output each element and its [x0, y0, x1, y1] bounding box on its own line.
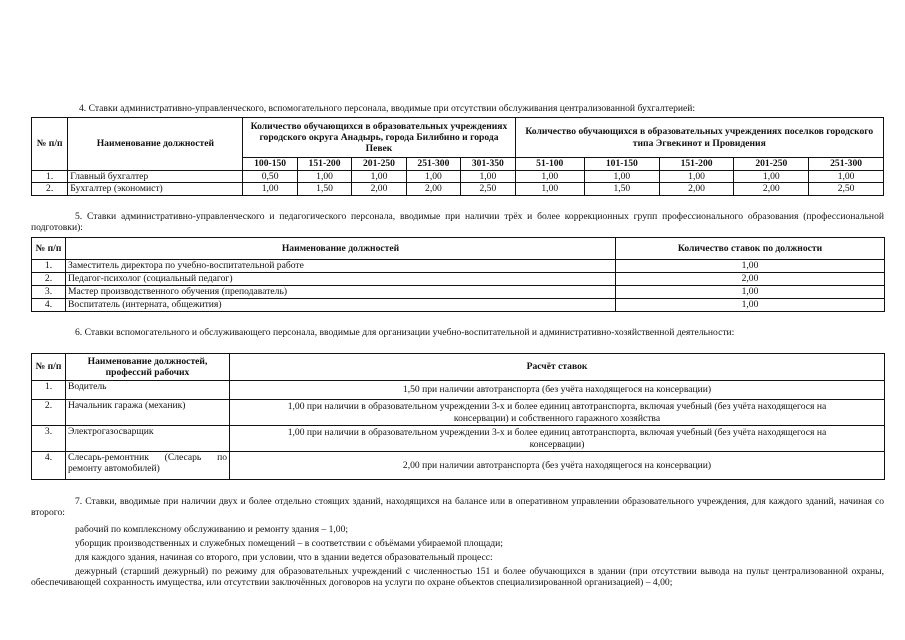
- row-name: Заместитель директора по учебно-воспитательной работе: [66, 260, 616, 273]
- table-row: [32, 426, 885, 452]
- row-value: 1,00: [515, 171, 584, 183]
- row-calc: 2,00 при наличии автотранспорта (без учёта находящегося на консервации): [230, 452, 885, 480]
- section-4-table: [31, 117, 884, 196]
- row-name: Водитель: [66, 381, 230, 400]
- row-calc: 1,00 при наличии в образовательном учреждении 3-х и более единиц автотранспорта, включая учебный (без учёта находящегося на консервации): [230, 426, 885, 452]
- row-value: 1,00: [352, 171, 406, 183]
- row-num: 4.: [32, 299, 66, 312]
- table-row: [32, 299, 885, 312]
- row-value: 1,00: [515, 183, 584, 195]
- s4-col-num: № п/п: [32, 118, 68, 171]
- row-name: Слесарь-ремонтник (Слесарь по ремонту автомобилей): [66, 452, 230, 480]
- table-row: [32, 452, 885, 480]
- s4-range: 301-350: [461, 158, 515, 171]
- row-name: Мастер производственного обучения (преподаватель): [66, 286, 616, 299]
- s4-group1-title: Количество обучающихся в образовательных учреждениях городского округа Анадырь, города Билибино и города Певек: [243, 118, 515, 158]
- s5-col-qty: Количество ставок по должности: [616, 238, 885, 260]
- s6-col-name: Наименование должностей, профессий рабочих: [66, 354, 230, 381]
- row-value: 1,00: [461, 171, 515, 183]
- section-7-line-1: рабочий по комплексному обслуживанию и ремонту здания – 1,00;: [75, 524, 349, 535]
- row-value: 1,00: [243, 183, 297, 195]
- table-row: [32, 286, 885, 299]
- row-qty: 1,00: [616, 299, 885, 312]
- row-value: 0,50: [243, 171, 297, 183]
- s4-range: 151-200: [297, 158, 351, 171]
- table-row: [32, 400, 885, 426]
- table-row: [32, 260, 885, 273]
- row-value: 2,50: [461, 183, 515, 195]
- table-row: [32, 273, 885, 286]
- row-num: 1.: [32, 260, 66, 273]
- table-row: [32, 171, 884, 183]
- section-5-table: [31, 237, 885, 312]
- section-7-heading: 7. Ставки, вводимые при наличии двух и более отдельно стоящих зданий, находящихся на балансе или в оперативном управлении образовательного учреждения, для каждого зданий, начиная со второго:: [31, 496, 884, 519]
- s5-col-name: Наименование должностей: [66, 238, 616, 260]
- s4-range: 101-150: [584, 158, 659, 171]
- row-value: 1,50: [297, 183, 351, 195]
- row-name: Педагог-психолог (социальный педагог): [66, 273, 616, 286]
- table-row: [32, 183, 884, 195]
- row-value: 2,50: [809, 183, 884, 195]
- s4-range: 201-250: [734, 158, 809, 171]
- row-num: 3.: [32, 426, 66, 452]
- row-qty: 2,00: [616, 273, 885, 286]
- row-calc: 1,00 при наличии в образовательном учреждении 3-х и более единиц автотранспорта, включая учебный (без учёта находящегося на консервации) и собственного гаражного хозяйства: [230, 400, 885, 426]
- s4-range: 201-250: [352, 158, 406, 171]
- row-value: 1,50: [584, 183, 659, 195]
- row-name: Электрогазосварщик: [66, 426, 230, 452]
- row-qty: 1,00: [616, 260, 885, 273]
- row-value: 1,00: [406, 171, 460, 183]
- row-num: 2.: [32, 273, 66, 286]
- s4-col-name: Наименование должностей: [68, 118, 243, 171]
- row-value: 1,00: [809, 171, 884, 183]
- row-name: Воспитатель (интерната, общежития): [66, 299, 616, 312]
- table-row: [32, 381, 885, 400]
- section-5-heading: 5. Ставки административно-управленческого и педагогического персонала, вводимые при наличии трёх и более коррекционных групп профессионального образования (профессиональной подготовки):: [31, 211, 884, 234]
- s5-col-num: № п/п: [32, 238, 66, 260]
- row-num: 3.: [32, 286, 66, 299]
- s6-col-num: № п/п: [32, 354, 66, 381]
- row-num: 4.: [32, 452, 66, 480]
- s4-range: 151-200: [659, 158, 734, 171]
- row-name: Бухгалтер (экономист): [68, 183, 243, 195]
- section-7-line-3: для каждого здания, начиная со второго, при условии, что в здании ведется образовательный процесс:: [75, 552, 493, 563]
- s4-group2-title: Количество обучающихся в образовательных учреждениях поселков городского типа Эгвекинот и Провидения: [515, 118, 883, 158]
- s4-range: 51-100: [515, 158, 584, 171]
- section-7-line-2: уборщик производственных и служебных помещений – в соответствии с объёмами убираемой площади;: [75, 538, 503, 549]
- section-6-table: [31, 353, 885, 480]
- section-7-paragraph-4: дежурный (старший дежурный) по режиму для образовательных учреждений с численностью 151 и более обучающихся в здании (при отсутствии вывода на пульт централизованной охраны, обеспечивающей сохранность имущества, или отсутствии заключённых договоров на услуги по охране объектов специализированной организацией) – 4,00;: [31, 566, 884, 589]
- row-name: Начальник гаража (механик): [66, 400, 230, 426]
- row-calc: 1,50 при наличии автотранспорта (без учёта находящегося на консервации): [230, 381, 885, 400]
- s4-range: 100-150: [243, 158, 297, 171]
- row-value: 1,00: [297, 171, 351, 183]
- row-num: 2.: [32, 183, 68, 195]
- s4-range: 251-300: [809, 158, 884, 171]
- row-num: 2.: [32, 400, 66, 426]
- row-num: 1.: [32, 381, 66, 400]
- row-name: Главный бухгалтер: [68, 171, 243, 183]
- row-value: 2,00: [659, 183, 734, 195]
- s4-range: 251-300: [406, 158, 460, 171]
- row-qty: 1,00: [616, 286, 885, 299]
- row-value: 1,00: [584, 171, 659, 183]
- row-value: 2,00: [406, 183, 460, 195]
- section-6-heading: 6. Ставки вспомогательного и обслуживающего персонала, вводимые для организации учебно-воспитательной и административно-хозяйственной деятельности:: [75, 327, 735, 338]
- s6-col-calc: Расчёт ставок: [230, 354, 885, 381]
- section-4-heading: 4. Ставки административно-управленческого, вспомогательного персонала, вводимые при отсутствии обслуживания централизованной бухгалтерией:: [79, 103, 696, 114]
- row-num: 1.: [32, 171, 68, 183]
- row-value: 2,00: [352, 183, 406, 195]
- row-value: 2,00: [734, 183, 809, 195]
- row-value: 1,00: [734, 171, 809, 183]
- row-value: 1,00: [659, 171, 734, 183]
